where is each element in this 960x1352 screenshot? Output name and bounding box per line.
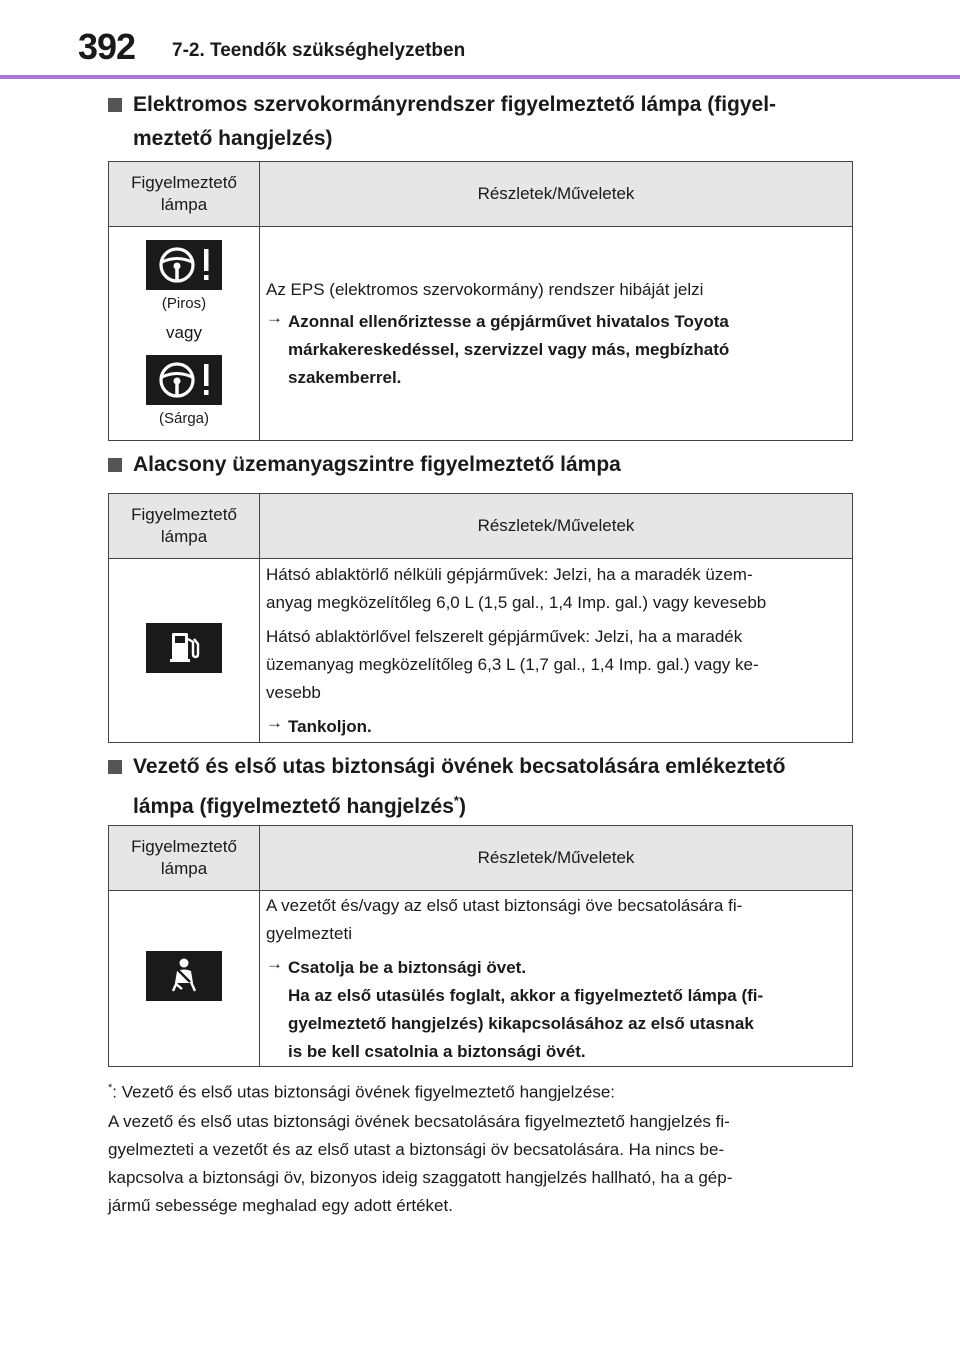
col-header-details: Részletek/Műveletek — [260, 494, 853, 559]
seatbelt-warning-table — [108, 825, 853, 1067]
section-title-line: meztető hangjelzés) — [133, 127, 333, 150]
col-header-details: Részletek/Műveletek — [260, 826, 853, 891]
details-cell — [260, 559, 853, 743]
bullet-square-icon — [108, 458, 122, 472]
action-text: → Azonnal ellenőriztesse a gépjárművet hivatalos Toyota márkakereskedéssel, szervizzel vagy más, megbízható szakemberrel. — [266, 307, 730, 387]
paragraph: Hátsó ablaktörlő nélküli gépjárművek: Jelzi, ha a maradék üzem- anyag megközelítőleg 6,0 L (1,5 gal., 1,4 Imp. gal.) vagy kevesebb — [266, 564, 767, 612]
details-cell — [260, 891, 853, 1067]
eps-warning-table — [108, 161, 853, 441]
section-title-line: Alacsony üzemanyagszintre figyelmeztető lámpa — [133, 453, 621, 476]
lamp-cell — [109, 891, 260, 1067]
section-title-line: Vezető és első utas biztonsági övének becsatolására emlékeztető — [133, 755, 786, 778]
lamp-caption-yellow: (Sárga) — [158, 409, 210, 427]
bullet-square-icon — [108, 98, 122, 112]
col-header-lamp: Figyelmeztető lámpa — [109, 826, 260, 891]
arrow-icon: → — [266, 953, 283, 973]
action-text: → Csatolja be a biztonsági övet. Ha az első utasülés foglalt, akkor a figyelmeztető lámpa (fi- gyelmeztető hangjelzés) kikapcsolásához az első utasnak is be kell csatolnia a biztonsági övét. — [266, 953, 764, 1061]
description-text: A vezetőt és/vagy az első utast biztonsági öve becsatolására fi- gyelmezteti — [266, 895, 743, 943]
description-text: Az EPS (elektromos szervokormány) rendszer hibáját jelzi — [266, 279, 704, 299]
table-row — [109, 227, 853, 441]
fuel-pump-icon — [146, 623, 222, 673]
arrow-icon: → — [266, 307, 283, 327]
steering-warning-icon — [146, 355, 222, 405]
lamp-cell — [109, 227, 260, 441]
header-rule — [0, 75, 960, 79]
steering-warning-icon — [146, 240, 222, 290]
fuel-warning-table — [108, 493, 853, 743]
details-cell — [260, 227, 853, 441]
table-header-row — [109, 494, 853, 559]
lamp-cell — [109, 559, 260, 743]
col-header-details: Részletek/Műveletek — [260, 162, 853, 227]
bullet-square-icon — [108, 760, 122, 774]
lamp-caption-red: (Piros) — [161, 294, 207, 312]
section-eps-heading — [108, 88, 853, 156]
arrow-icon: → — [266, 712, 283, 732]
footnote-marker: * — [108, 1082, 113, 1094]
or-label: vagy — [166, 322, 202, 342]
seatbelt-icon — [146, 951, 222, 1001]
col-header-lamp: Figyelmeztető lámpa — [109, 162, 260, 227]
section-fuel-heading — [108, 448, 853, 482]
footnote-text: : Vezető és első utas biztonsági övének figyelmeztető hangjelzése: — [112, 1082, 616, 1102]
paragraph: Hátsó ablaktörlővel felszerelt gépjárművek: Jelzi, ha a maradék üzemanyag megközelítőleg 6,3 L (1,7 gal., 1,4 Imp. gal.) vagy ke- vesebb — [266, 626, 759, 702]
footnote — [108, 1074, 853, 1107]
body-paragraph: A vezető és első utas biztonsági övének becsatolására figyelmeztető hangjelzés fi- gyelmezteti a vezetőt és az első utast a biztonsági öv becsatolására. Ha nincs be- kapcsolva a biztonsági öv, bizonyos ideig szaggatott hangjelzés hallható, ha a gép- jármű sebessége meghalad egy adott értéket. — [108, 1112, 733, 1215]
section-title-line: Elektromos szervokormányrendszer figyelmeztető lámpa (figyel- — [133, 93, 777, 116]
page-header — [0, 0, 960, 80]
chapter-title: 7-2. Teendők szükséghelyzetben — [172, 40, 466, 61]
action-text: → Tankoljon. — [266, 712, 372, 736]
table-row — [109, 891, 853, 1067]
section-title-line: lámpa (figyelmeztető hangjelzés*) — [133, 793, 466, 818]
table-row — [109, 559, 853, 743]
page-number: 392 — [78, 26, 136, 67]
table-header-row — [109, 162, 853, 227]
col-header-lamp: Figyelmeztető lámpa — [109, 494, 260, 559]
table-header-row — [109, 826, 853, 891]
section-seatbelt-heading — [108, 750, 853, 824]
